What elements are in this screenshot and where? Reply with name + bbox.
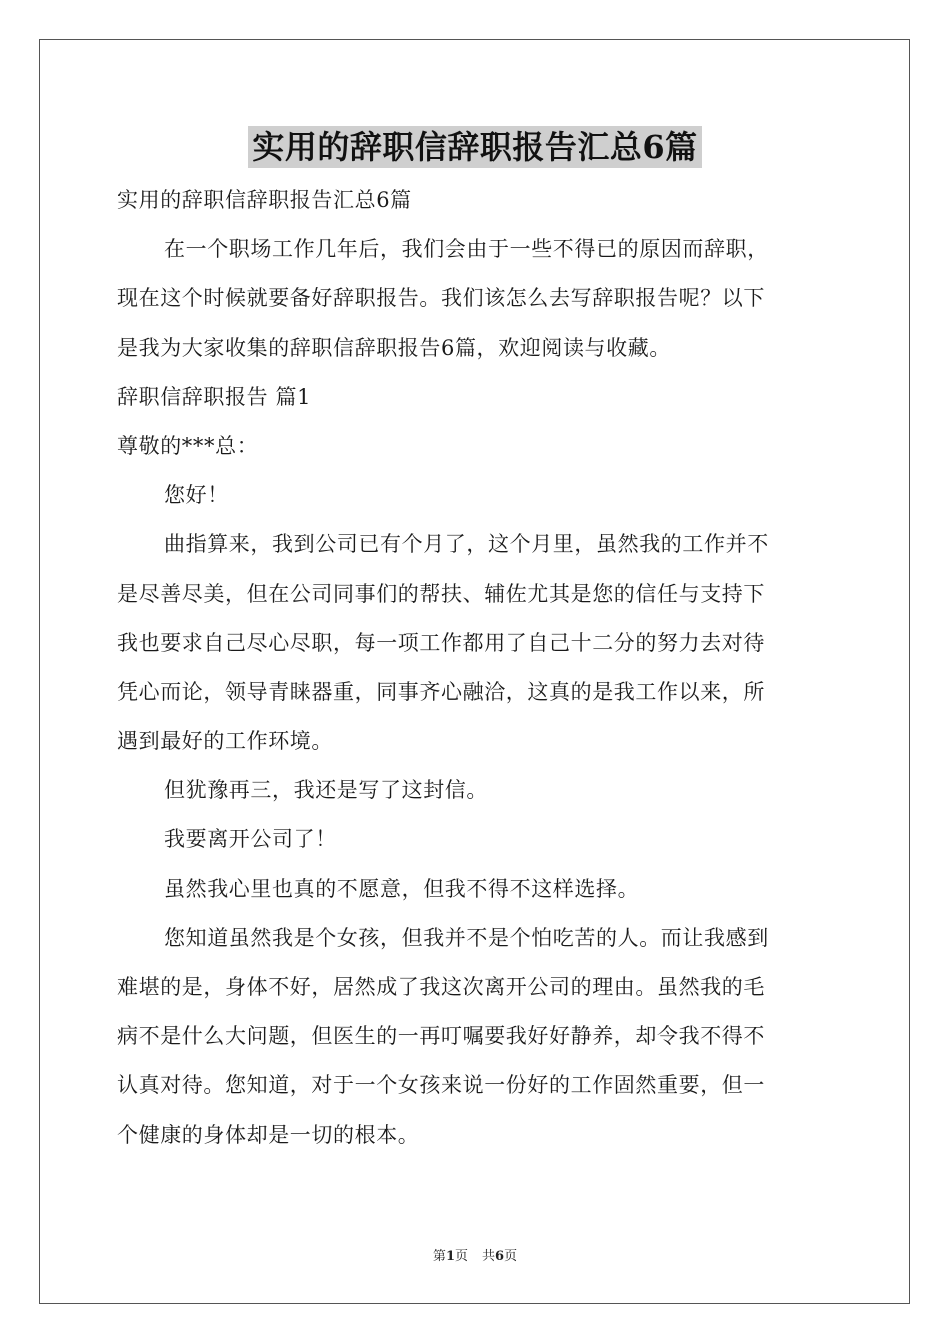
body-line: 个健康的身体却是一切的根本。 bbox=[117, 1122, 420, 1147]
body-line: 辞职信辞职报告 篇1 bbox=[117, 384, 312, 409]
footer-page-label: 页 bbox=[454, 1249, 468, 1264]
body-line: 我也要求自己尽心尽职，每一项工作都用了自己十二分的努力去对待 bbox=[117, 630, 765, 655]
footer-total-pages: 6 bbox=[495, 1249, 505, 1264]
body-line: 是尽善尽美，但在公司同事们的帮扶、辅佐尤其是您的信任与支持下 bbox=[117, 581, 765, 606]
body-line: 现在这个时候就要备好辞职报告。我们该怎么去写辞职报告呢？以下 bbox=[117, 286, 765, 311]
body-line: 认真对待。您知道，对于一个女孩来说一份好的工作固然重要，但一 bbox=[117, 1073, 765, 1098]
footer-page-prefix: 第 bbox=[432, 1249, 446, 1264]
body-line: 是我为大家收集的辞职信辞职报告6篇，欢迎阅读与收藏。 bbox=[117, 335, 671, 360]
body-line: 实用的辞职信辞职报告汇总6篇 bbox=[117, 188, 412, 212]
body-line: 您好！ bbox=[164, 483, 229, 508]
body-line: 病不是什么大问题，但医生的一再叮嘱要我好好静养，却令我不得不 bbox=[117, 1024, 765, 1049]
body-line: 但犹豫再三，我还是写了这封信。 bbox=[164, 778, 488, 803]
document-title: 实用的辞职信辞职报告汇总6篇 bbox=[248, 126, 701, 168]
body-line: 尊敬的***总： bbox=[117, 433, 259, 458]
page-footer bbox=[0, 1248, 950, 1266]
body-line: 在一个职场工作几年后，我们会由于一些不得已的原因而辞职， bbox=[164, 237, 769, 262]
body-line: 难堪的是，身体不好，居然成了我这次离开公司的理由。虽然我的毛 bbox=[117, 975, 765, 999]
footer-current-page: 1 bbox=[445, 1249, 455, 1264]
body-line: 我要离开公司了！ bbox=[164, 827, 337, 852]
body-line: 遇到最好的工作环境。 bbox=[117, 729, 333, 754]
footer-total-prefix: 共 bbox=[482, 1249, 496, 1264]
title-container bbox=[0, 126, 950, 168]
document-body bbox=[117, 176, 835, 1160]
footer-total-suffix: 页 bbox=[504, 1249, 518, 1264]
body-line: 曲指算来，我到公司已有个月了，这个月里，虽然我的工作并不 bbox=[164, 532, 769, 557]
body-line: 凭心而论，领导青睐器重，同事齐心融洽，这真的是我工作以来，所 bbox=[117, 679, 765, 704]
body-line: 您知道虽然我是个女孩，但我并不是个怕吃苦的人。而让我感到 bbox=[164, 925, 769, 950]
body-line: 虽然我心里也真的不愿意，但我不得不这样选择。 bbox=[164, 876, 640, 901]
